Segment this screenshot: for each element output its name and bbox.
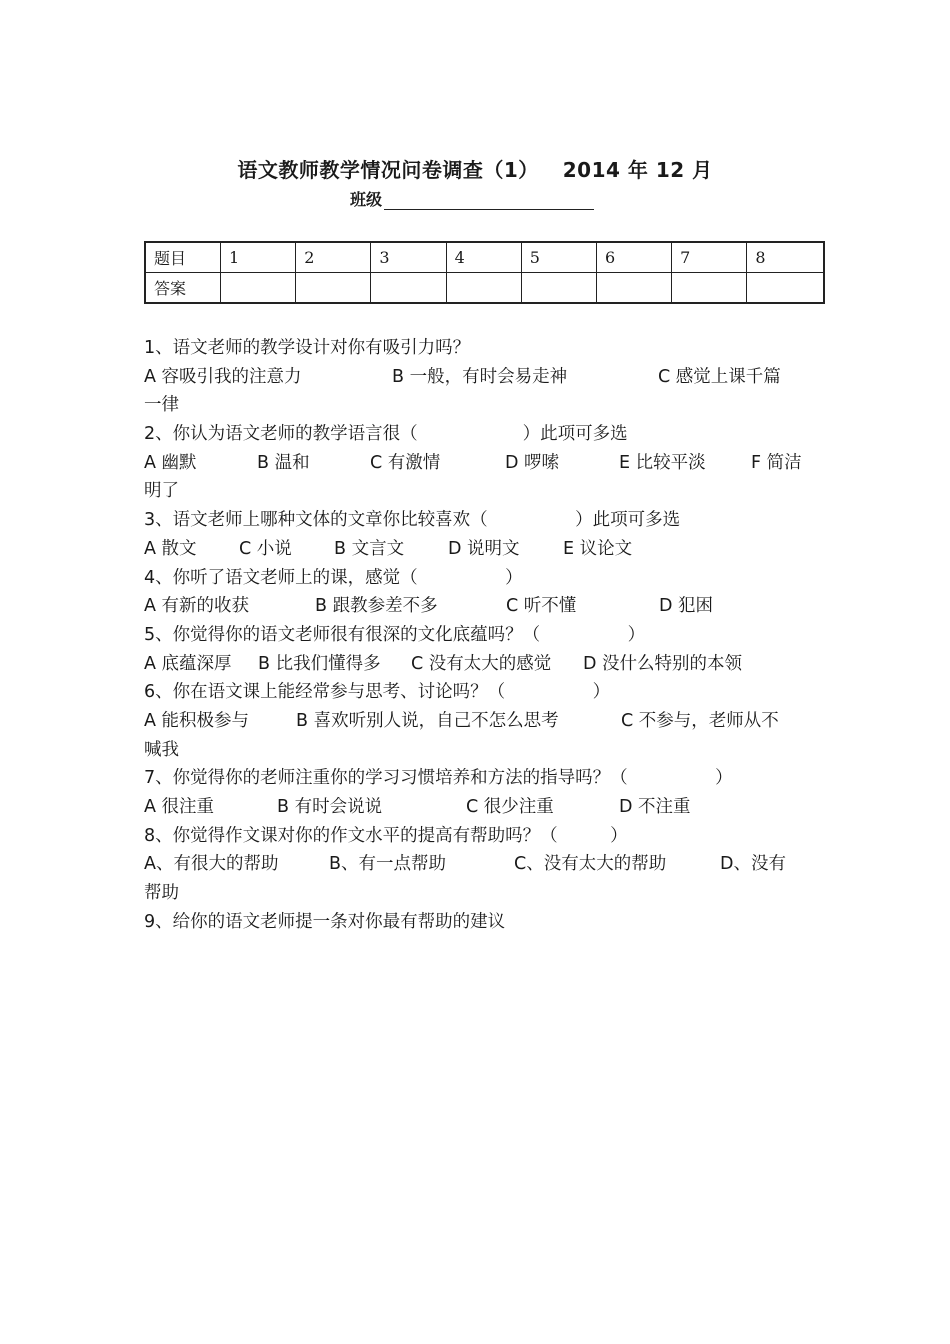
answer-cell[interactable] xyxy=(672,273,747,304)
question-8-text: 8、你觉得作文课对你的作文水平的提高有帮助吗？（ ） xyxy=(144,825,628,846)
answer-cell[interactable] xyxy=(521,273,596,304)
question-2-options xyxy=(144,449,814,478)
option[interactable]: C 有激情 xyxy=(370,452,441,473)
question-2-text: 2、你认为语文老师的教学语言很（ ）此项可多选 xyxy=(144,424,628,445)
question-number-cell: 5 xyxy=(521,242,596,273)
option[interactable]: B 一般，有时会易走神 xyxy=(392,366,568,387)
option[interactable]: A 容吸引我的注意力 xyxy=(144,366,302,387)
class-field xyxy=(350,187,594,210)
question-6-options-wrap: 喊我 xyxy=(144,739,179,760)
option[interactable]: C 感觉上课千篇 xyxy=(658,366,781,387)
question-7-text: 7、你觉得你的老师注重你的学习习惯培养和方法的指导吗？（ ） xyxy=(144,768,733,789)
option[interactable]: C 不参与，老师从不 xyxy=(621,710,779,731)
option[interactable]: E 议论文 xyxy=(563,538,633,559)
answer-cell[interactable] xyxy=(446,273,521,304)
option[interactable]: B、有一点帮助 xyxy=(329,854,447,875)
option[interactable]: A 有新的收获 xyxy=(144,596,250,617)
question-7-options xyxy=(144,793,814,822)
question-number-cell: 8 xyxy=(747,242,824,273)
question-1-options-wrap: 一律 xyxy=(144,395,179,416)
option[interactable]: A 散文 xyxy=(144,538,197,559)
question-6-text: 6、你在语文课上能经常参与思考、讨论吗？（ ） xyxy=(144,682,611,703)
question-number-cell: 6 xyxy=(596,242,671,273)
option[interactable]: B 有时会说说 xyxy=(277,797,383,817)
option[interactable]: D 没什么特别的本领 xyxy=(583,653,743,674)
option[interactable]: B 文言文 xyxy=(334,538,405,559)
question-5-options xyxy=(144,650,814,679)
answer-table xyxy=(144,241,825,304)
question-number-cell: 7 xyxy=(672,242,747,273)
question-list xyxy=(144,334,814,936)
class-label: 班级 xyxy=(350,190,383,209)
option[interactable]: C 很少注重 xyxy=(466,797,554,817)
question-3-options xyxy=(144,535,814,564)
option[interactable]: D 说明文 xyxy=(448,538,520,559)
option[interactable]: C 听不懂 xyxy=(506,596,577,617)
answer-cell[interactable] xyxy=(596,273,671,304)
option[interactable]: C、没有太大的帮助 xyxy=(514,854,667,875)
title-date: 2014 年 12 月 xyxy=(562,158,713,182)
option[interactable]: A 能积极参与 xyxy=(144,710,250,731)
question-4-options xyxy=(144,592,814,621)
class-blank-line[interactable] xyxy=(384,191,594,210)
option[interactable]: A 幽默 xyxy=(144,452,197,473)
question-1-options xyxy=(144,363,814,392)
option[interactable]: D、没有 xyxy=(720,854,786,875)
option[interactable]: F 简洁 xyxy=(751,452,802,473)
option[interactable]: B 温和 xyxy=(257,452,310,473)
option[interactable]: D 不注重 xyxy=(619,797,691,817)
answer-cell[interactable] xyxy=(296,273,371,304)
option[interactable]: A、有很大的帮助 xyxy=(144,854,279,875)
option[interactable]: D 啰嗦 xyxy=(505,452,560,473)
question-5-text: 5、你觉得你的语文老师很有很深的文化底蕴吗？（ ） xyxy=(144,624,646,645)
question-number-cell: 2 xyxy=(296,242,371,273)
option[interactable]: A 很注重 xyxy=(144,797,215,817)
option[interactable]: A 底蕴深厚 xyxy=(144,653,232,674)
title-text: 语文教师教学情况问卷调查（1） xyxy=(237,158,539,182)
question-8-options-wrap: 帮助 xyxy=(144,883,179,904)
question-number-cell: 3 xyxy=(371,242,446,273)
row-label-question: 题目 xyxy=(145,242,221,273)
answer-table-answer-row xyxy=(145,273,824,304)
question-6-options xyxy=(144,707,814,736)
answer-cell[interactable] xyxy=(221,273,296,304)
option[interactable]: B 喜欢听别人说，自己不怎么思考 xyxy=(296,710,559,731)
question-4-text: 4、你听了语文老师上的课，感觉（ ） xyxy=(144,567,523,588)
question-8-options xyxy=(144,850,814,879)
option[interactable]: C 没有太大的感觉 xyxy=(411,653,552,674)
question-3-text: 3、语文老师上哪种文体的文章你比较喜欢（ ）此项可多选 xyxy=(144,510,681,531)
row-label-answer: 答案 xyxy=(145,273,221,304)
question-number-cell: 1 xyxy=(221,242,296,273)
option[interactable]: B 比我们懂得多 xyxy=(258,653,381,674)
page-title xyxy=(0,154,950,183)
question-9-text: 9、给你的语文老师提一条对你最有帮助的建议 xyxy=(144,911,506,932)
answer-cell[interactable] xyxy=(747,273,824,304)
option[interactable]: B 跟教参差不多 xyxy=(315,596,438,617)
option[interactable]: D 犯困 xyxy=(659,596,714,617)
option[interactable]: E 比较平淡 xyxy=(619,452,706,473)
answer-cell[interactable] xyxy=(371,273,446,304)
question-1-text: 1、语文老师的教学设计对你有吸引力吗？ xyxy=(144,338,471,358)
question-2-options-wrap: 明了 xyxy=(144,481,179,502)
question-number-cell: 4 xyxy=(446,242,521,273)
option[interactable]: C 小说 xyxy=(239,538,292,559)
answer-table-number-row xyxy=(145,242,824,273)
